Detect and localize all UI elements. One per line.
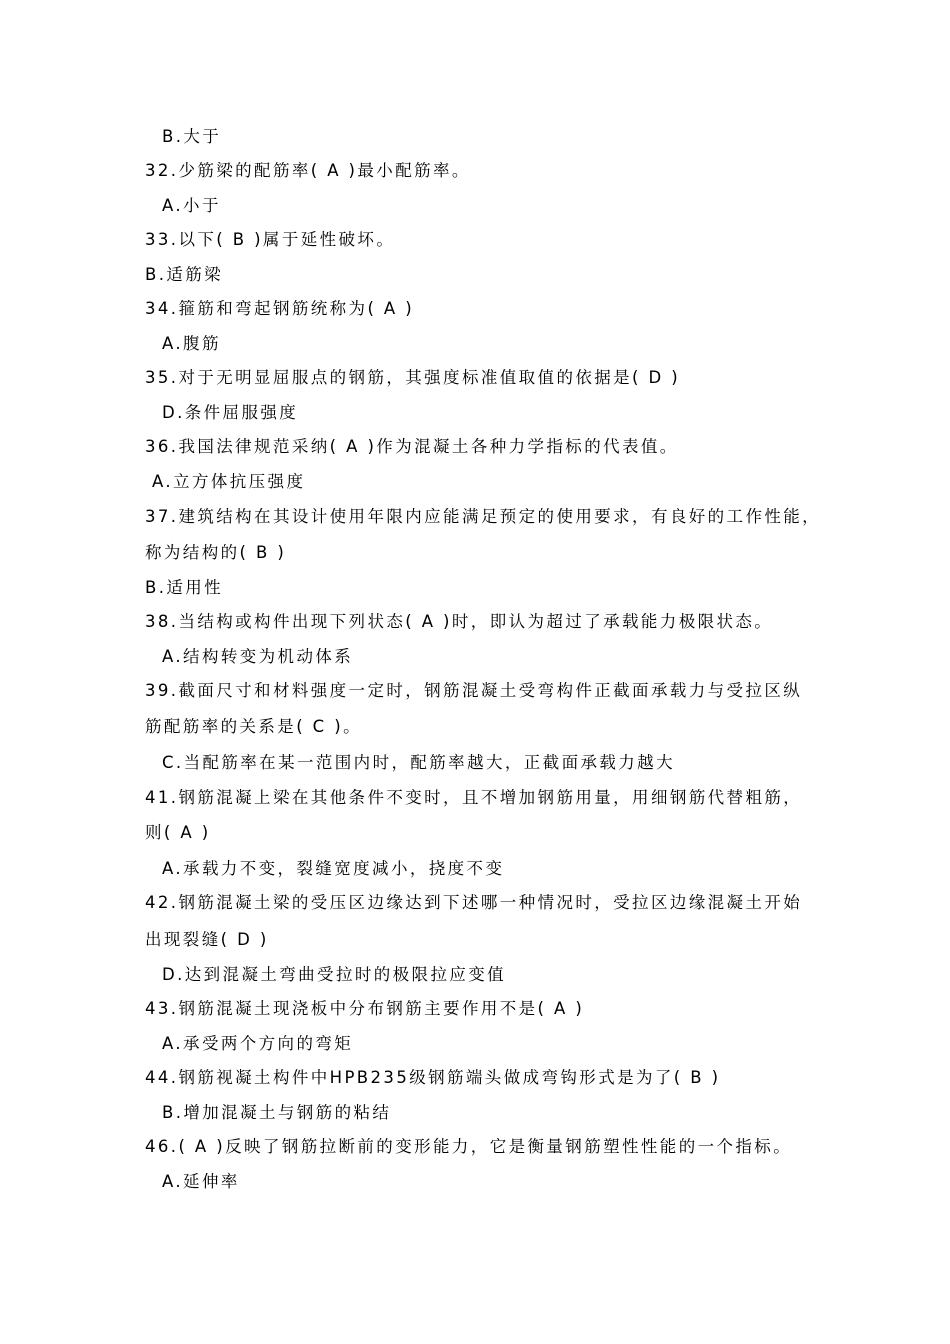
answer-line: A.承受两个方向的弯矩: [162, 1034, 354, 1053]
answer-line: A.结构转变为机动体系: [162, 647, 354, 666]
question-42: 42.钢筋混凝土梁的受压区边缘达到下述哪一种情况时，受拉区边缘混凝土开始: [145, 893, 803, 912]
answer-line: D.条件屈服强度: [162, 403, 299, 422]
answer-line: A.延伸率: [162, 1172, 240, 1191]
question-41: 41.钢筋混凝上梁在其他条件不变时，且不增加钢筋用量，用细钢筋代替粗筋，: [145, 788, 803, 807]
question-32: 32.少筋梁的配筋率( A )最小配筋率。: [145, 161, 471, 180]
answer-line: B.增加混凝土与钢筋的粘结: [162, 1103, 392, 1122]
question-34: 34.箍筋和弯起钢筋统称为( A ): [145, 299, 415, 318]
question-39: 39.截面尺寸和材料强度一定时，钢筋混凝土受弯构件正截面承载力与受拉区纵: [145, 681, 803, 700]
answer-line: B.适用性: [145, 578, 224, 597]
answer-line: C.当配筋率在某一范围内时，配筋率越大，正截面承载力越大: [162, 753, 675, 772]
question-33: 33.以下( B )属于延性破坏。: [145, 230, 396, 249]
question-39-continued: 筋配筋率的关系是( C )。: [145, 717, 362, 736]
question-44: 44.钢筋视凝土构件中HPB235级钢筋端头做成弯钩形式是为了( B ): [145, 1068, 721, 1087]
answer-line: A.承载力不变，裂缝宽度减小，挠度不变: [162, 859, 505, 878]
question-41-continued: 则( A ): [145, 823, 211, 842]
question-46: 46.( A )反映了钢筋拉断前的变形能力，它是衡量钢筋塑性性能的一个指标。: [145, 1137, 793, 1156]
answer-line: A.小于: [162, 196, 221, 215]
question-35: 35.对于无明显屈服点的钢筋，其强度标准值取值的依据是( D ): [145, 368, 681, 387]
answer-line: A.立方体抗压强度: [152, 472, 306, 491]
question-36: 36.我国法律规范采纳( A )作为混凝土各种力学指标的代表值。: [145, 437, 679, 456]
question-37-continued: 称为结构的( B ): [145, 543, 287, 562]
question-37: 37.建筑结构在其设计使用年限内应能满足预定的使用要求，有良好的工作性能，: [145, 507, 822, 526]
answer-line: D.达到混凝土弯曲受拉时的极限拉应变值: [162, 965, 507, 984]
answer-line: B.大于: [162, 127, 222, 146]
question-42-continued: 出现裂缝( D ): [145, 930, 269, 949]
question-43: 43.钢筋混凝土现浇板中分布钢筋主要作用不是( A ): [145, 999, 585, 1018]
answer-line: A.腹筋: [162, 334, 221, 353]
question-38: 38.当结构或构件出现下列状态( A )时，即认为超过了承载能力极限状态。: [145, 612, 774, 631]
answer-line: B.适筋梁: [145, 265, 224, 284]
